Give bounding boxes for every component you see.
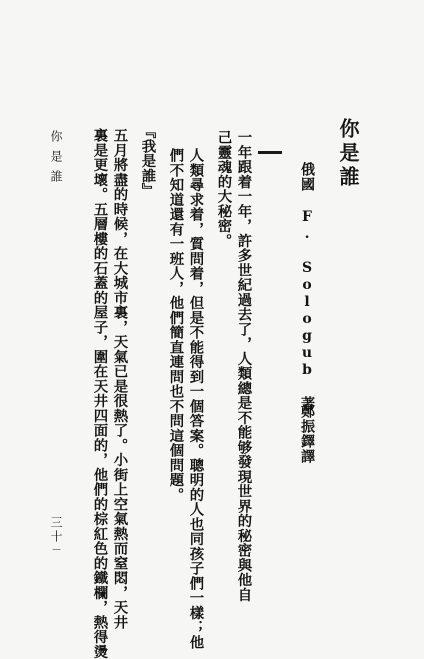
- paragraph-line: 一年跟着一年，許多世紀過去了，人類總是不能够發現世界的秘密與他自: [235, 130, 253, 602]
- paragraph-line: 己靈魂的大秘密。: [215, 130, 233, 248]
- paragraph-line: 五月將盡的時候，在大城市裏，天氣已是很熱了。小街上空氣熱而窒悶，天井: [111, 128, 129, 630]
- paragraph-line: 『我是誰』: [139, 124, 157, 198]
- story-title: 你是誰: [336, 118, 360, 190]
- author-line: 俄國 F. Sologub 著: [299, 162, 315, 411]
- paragraph-line: 們不知道還有一班人，他們簡直連問也不問這個問題。: [167, 148, 185, 502]
- paragraph-line: 人類尋求着，質問着，但是不能得到一個答案。聰明的人也同孩子們一樣；他: [187, 148, 205, 650]
- section-number-mark: [258, 151, 282, 154]
- running-head: 你是誰: [49, 130, 63, 190]
- page-number: 三十ㄧ: [49, 516, 63, 556]
- paragraph-line: 裏是更壞。五層樓的石蓋的屋子，圍在天井四面的，他們的棕紅色的鐵欄，熱得燙: [91, 128, 109, 659]
- translator-line: 鄭振鐸譯: [299, 404, 315, 464]
